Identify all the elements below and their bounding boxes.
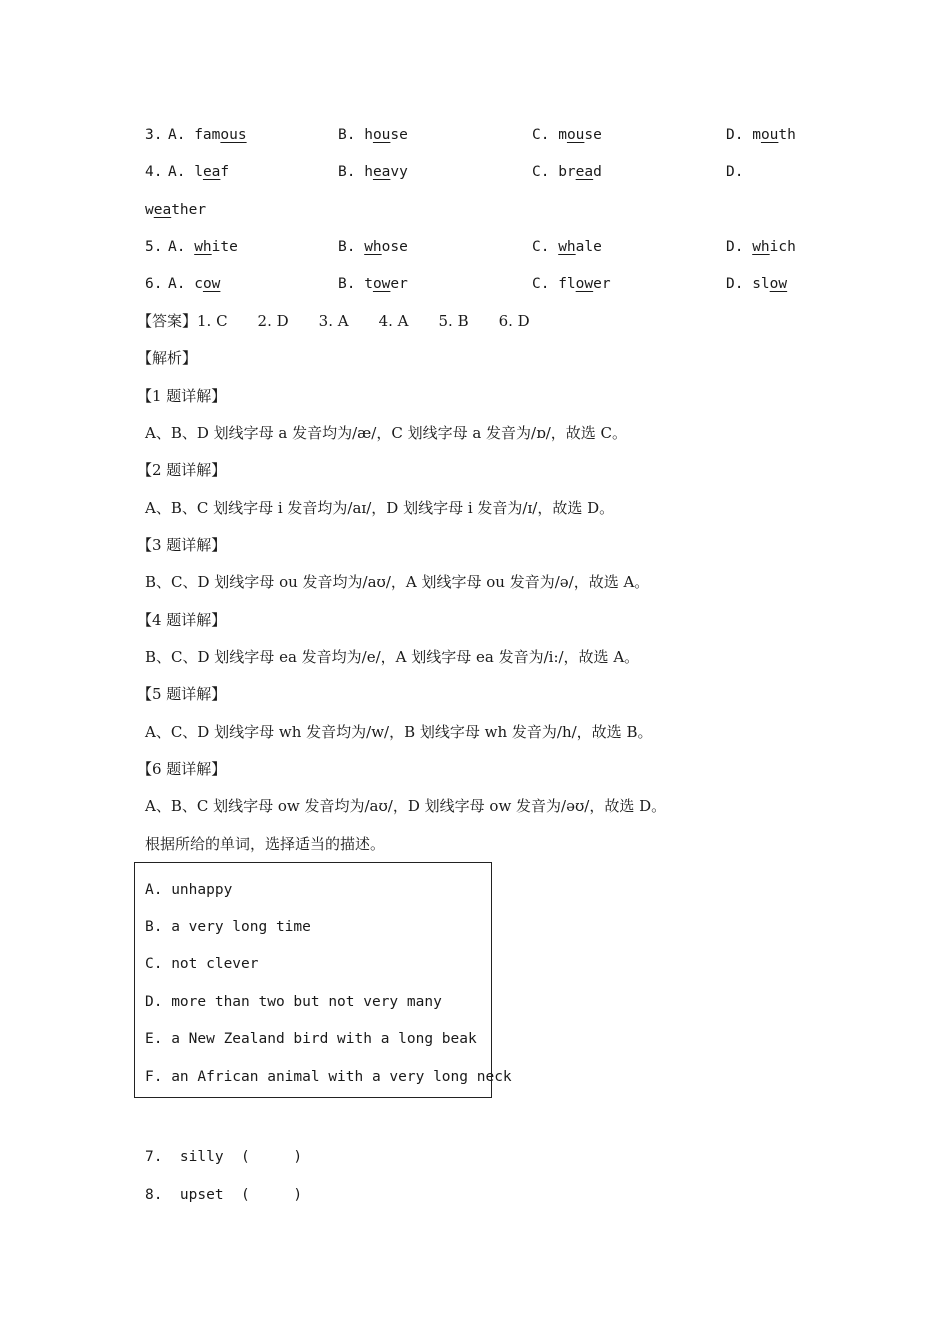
option-c: C. whale: [532, 239, 602, 255]
detail-text-3: B、C、D 划线字母 ou 发音均为/aʊ/，A 划线字母 ou 发音为/ə/，故选 A。: [145, 573, 650, 591]
blank-item-7: 7. silly ( ): [145, 1149, 303, 1165]
answer-line: 【答案】1. C 2. D 3. A 4. A 5. B 6. D: [137, 312, 530, 330]
detail-title-6: 【6 题详解】: [137, 760, 227, 778]
question-number: 6.: [145, 276, 163, 292]
option-d: D. slow: [726, 276, 788, 292]
detail-text-5: A、C、D 划线字母 wh 发音均为/w/，B 划线字母 wh 发音为/h/，故选 B。: [145, 723, 653, 741]
underlined-letters: ea: [153, 202, 172, 218]
description-box: [134, 862, 512, 1098]
underlined-letters: ea: [575, 164, 594, 180]
detail-title-3: 【3 题详解】: [137, 536, 227, 554]
question-number: 5.: [145, 239, 163, 255]
underlined-letters: ow: [372, 276, 391, 292]
underlined-letters: ow: [575, 276, 594, 292]
detail-text-4: B、C、D 划线字母 ea 发音均为/e/，A 划线字母 ea 发音为/i:/，故选 A。: [145, 648, 640, 666]
option-a: A. cow: [168, 276, 221, 292]
detail-text-6: A、B、C 划线字母 ow 发音均为/aʊ/，D 划线字母 ow 发音为/əʊ/，故选 D。: [145, 797, 667, 815]
underlined-letters: ous: [220, 127, 247, 143]
underlined-letters: wh: [194, 239, 212, 255]
question-number: 4.: [145, 164, 163, 180]
detail-text-2: A、B、C 划线字母 i 发音均为/aɪ/，D 划线字母 i 发音为/ɪ/，故选 D。: [145, 499, 615, 517]
underlined-letters: ou: [760, 127, 779, 143]
option-b: B. heavy: [338, 164, 408, 180]
option-a: A. leaf: [168, 164, 230, 180]
underlined-letters: ow: [202, 276, 221, 292]
option-b: B. whose: [338, 239, 408, 255]
underlined-letters: ow: [769, 276, 788, 292]
description-item: F. an African animal with a very long neck: [145, 1069, 512, 1085]
option-d-letter: D.: [726, 164, 744, 180]
detail-title-4: 【4 题详解】: [137, 611, 227, 629]
underlined-letters: ou: [566, 127, 585, 143]
analysis-title: 【解析】: [137, 349, 198, 367]
instruction: 根据所给的单词，选择适当的描述。: [145, 835, 386, 853]
option-b: B. tower: [338, 276, 408, 292]
option-c: C. flower: [532, 276, 611, 292]
underlined-letters: ea: [372, 164, 391, 180]
detail-title-2: 【2 题详解】: [137, 461, 227, 479]
detail-title-5: 【5 题详解】: [137, 685, 227, 703]
description-item: C. not clever: [145, 956, 259, 972]
option-d: D. mouth: [726, 127, 796, 143]
option-a: A. white: [168, 239, 238, 255]
description-item: B. a very long time: [145, 919, 311, 935]
question-number: 3.: [145, 127, 163, 143]
option-a: A. famous: [168, 127, 247, 143]
description-item: E. a New Zealand bird with a long beak: [145, 1031, 477, 1047]
description-item: D. more than two but not very many: [145, 994, 442, 1010]
option-d: D. which: [726, 239, 796, 255]
underlined-letters: ea: [202, 164, 221, 180]
option-c: C. bread: [532, 164, 602, 180]
underlined-letters: wh: [558, 239, 576, 255]
blank-item-8: 8. upset ( ): [145, 1187, 303, 1203]
option-b: B. house: [338, 127, 408, 143]
option-c: C. mouse: [532, 127, 602, 143]
detail-text-1: A、B、D 划线字母 a 发音均为/æ/，C 划线字母 a 发音为/ɒ/，故选 C。: [145, 424, 628, 442]
underlined-letters: wh: [364, 239, 382, 255]
underlined-letters: wh: [752, 239, 770, 255]
option-d-word-wrapped: weather: [145, 202, 207, 218]
underlined-letters: ou: [372, 127, 391, 143]
description-item: A. unhappy: [145, 882, 233, 898]
detail-title-1: 【1 题详解】: [137, 387, 227, 405]
